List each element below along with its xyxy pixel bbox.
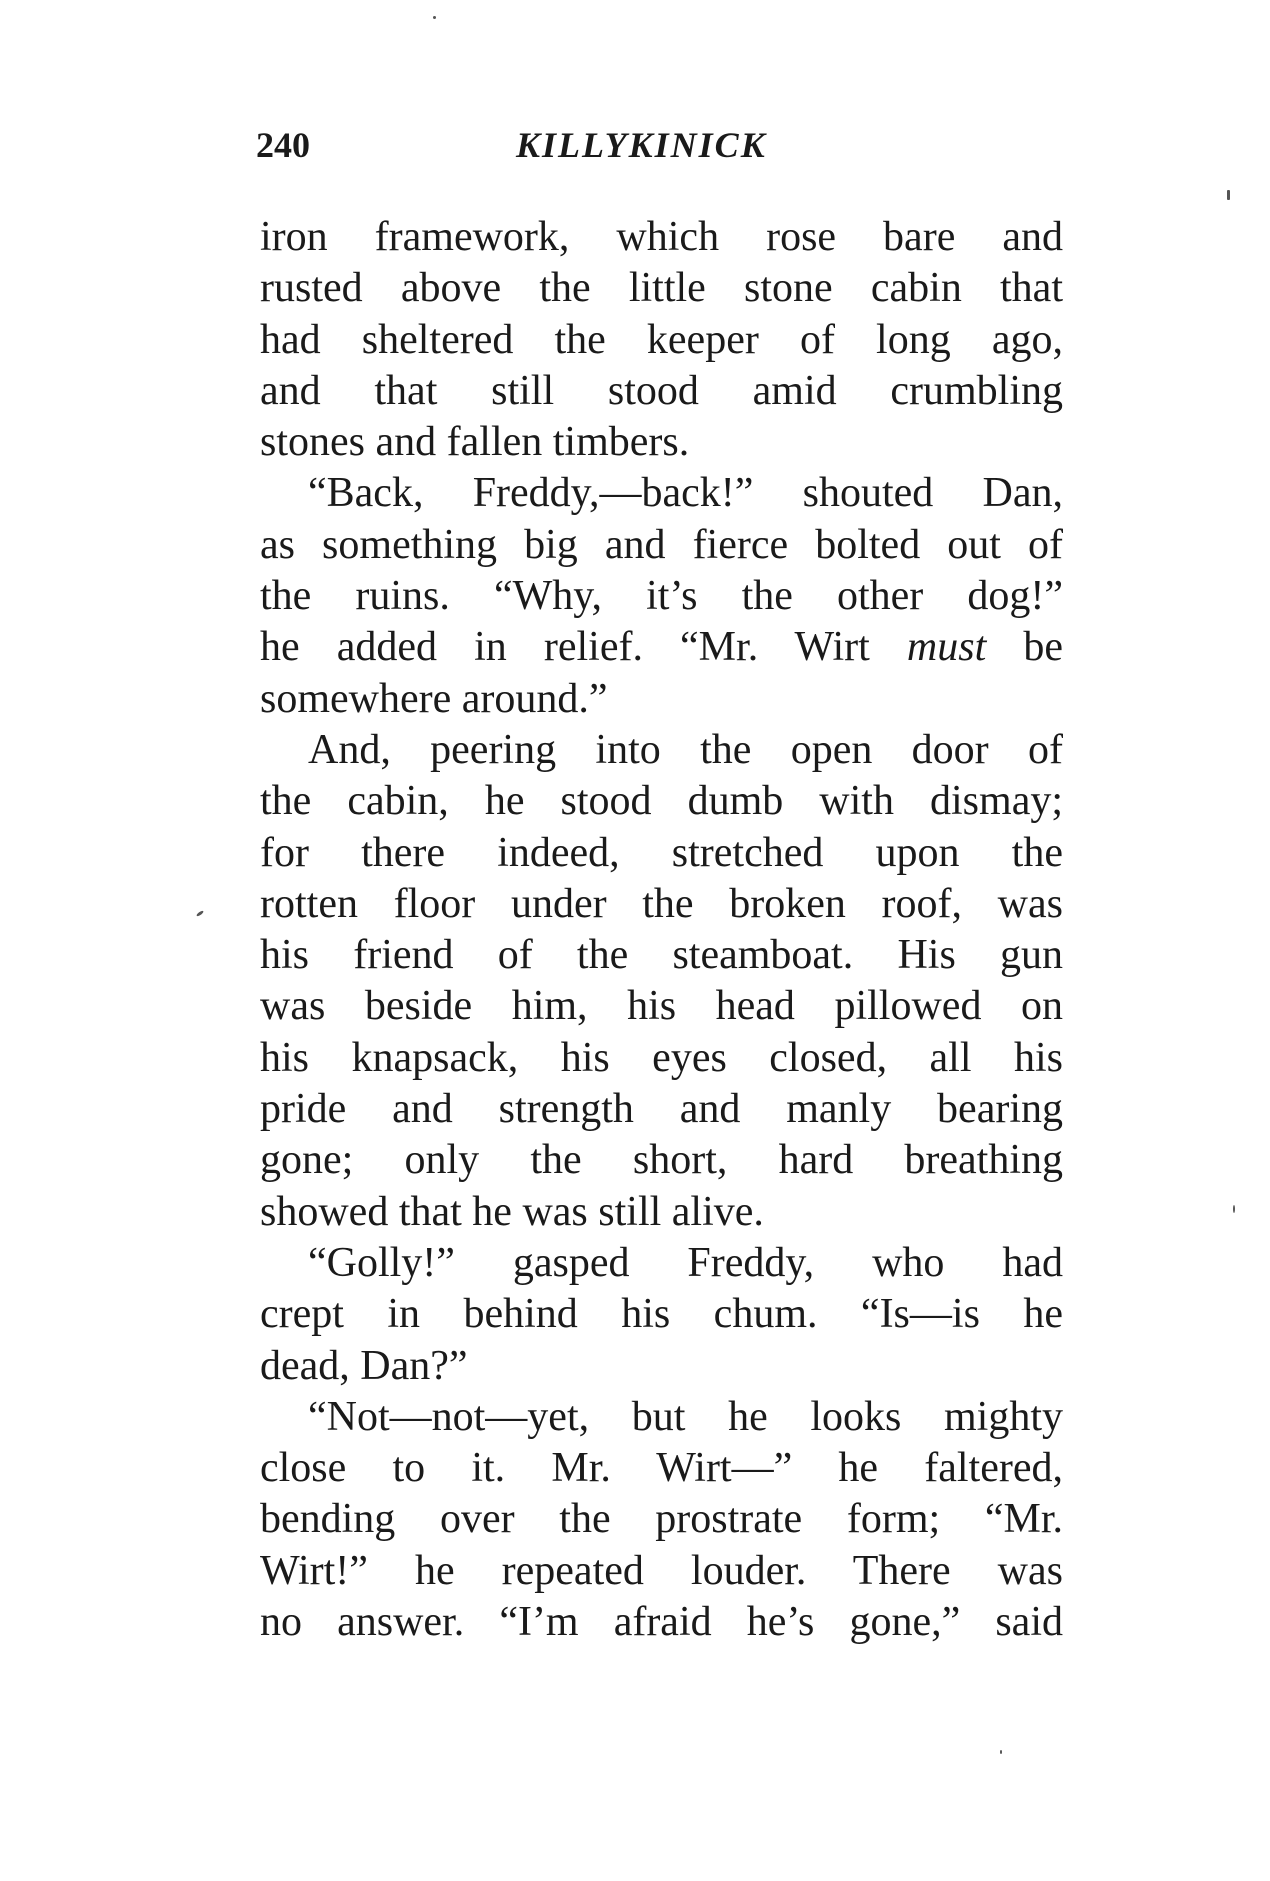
running-title: KILLYKINICK	[516, 125, 767, 165]
scan-speck	[1000, 1750, 1002, 1754]
text-line: rusted above the little stone cabin that	[260, 265, 1063, 312]
text-line: the ruins. “Why, it’s the other dog!”	[260, 573, 1063, 620]
scan-speck	[196, 910, 204, 917]
text-line: for there indeed, stretched upon the	[260, 829, 1063, 876]
page-header	[256, 120, 1066, 170]
text-line: no answer. “I’m afraid he’s gone,” said	[260, 1599, 1063, 1646]
text-fragment: he added in relief. “Mr. Wirt	[260, 624, 907, 671]
text-line: stones and fallen timbers.	[260, 419, 690, 466]
scan-speck	[1233, 1205, 1235, 1213]
text-line: close to it. Mr. Wirt—” he faltered,	[260, 1445, 1063, 1492]
scan-speck	[433, 16, 436, 19]
text-line: had sheltered the keeper of long ago,	[260, 316, 1063, 363]
text-line: his friend of the steamboat. His gun	[260, 932, 1063, 979]
text-line: And, peering into the open door of	[308, 726, 1063, 773]
text-line-with-emphasis	[260, 622, 1063, 673]
page-number: 240	[256, 125, 310, 165]
text-line: as something big and fierce bolted out of	[260, 521, 1063, 568]
text-line: “Back, Freddy,—back!” shouted Dan,	[308, 470, 1063, 517]
text-line: gone; only the short, hard breathing	[260, 1137, 1063, 1184]
text-line: showed that he was still alive.	[260, 1188, 764, 1235]
text-line: iron framework, which rose bare and	[260, 214, 1063, 260]
text-line: Wirt!” he repeated louder. There was	[260, 1547, 1063, 1594]
text-line: dead, Dan?”	[260, 1342, 468, 1389]
text-line: his knapsack, his eyes closed, all his	[260, 1034, 1063, 1081]
text-line: “Golly!” gasped Freddy, who had	[308, 1239, 1063, 1286]
text-line: was beside him, his head pillowed on	[260, 983, 1063, 1030]
text-line: pride and strength and manly bearing	[260, 1086, 1063, 1133]
text-fragment: be	[986, 624, 1063, 671]
text-line: somewhere around.”	[260, 675, 608, 722]
text-line: rotten floor under the broken roof, was	[260, 880, 1063, 927]
text-line: the cabin, he stood dumb with dismay;	[260, 778, 1063, 825]
emphasized-word: must	[906, 624, 987, 671]
scan-speck	[1227, 190, 1230, 200]
text-line: and that still stood amid crumbling	[260, 367, 1063, 414]
body-text	[260, 212, 1063, 1648]
text-line: crept in behind his chum. “Is—is he	[260, 1291, 1063, 1338]
text-line: bending over the prostrate form; “Mr.	[260, 1496, 1063, 1543]
text-line: “Not—not—yet, but he looks mighty	[308, 1393, 1063, 1440]
